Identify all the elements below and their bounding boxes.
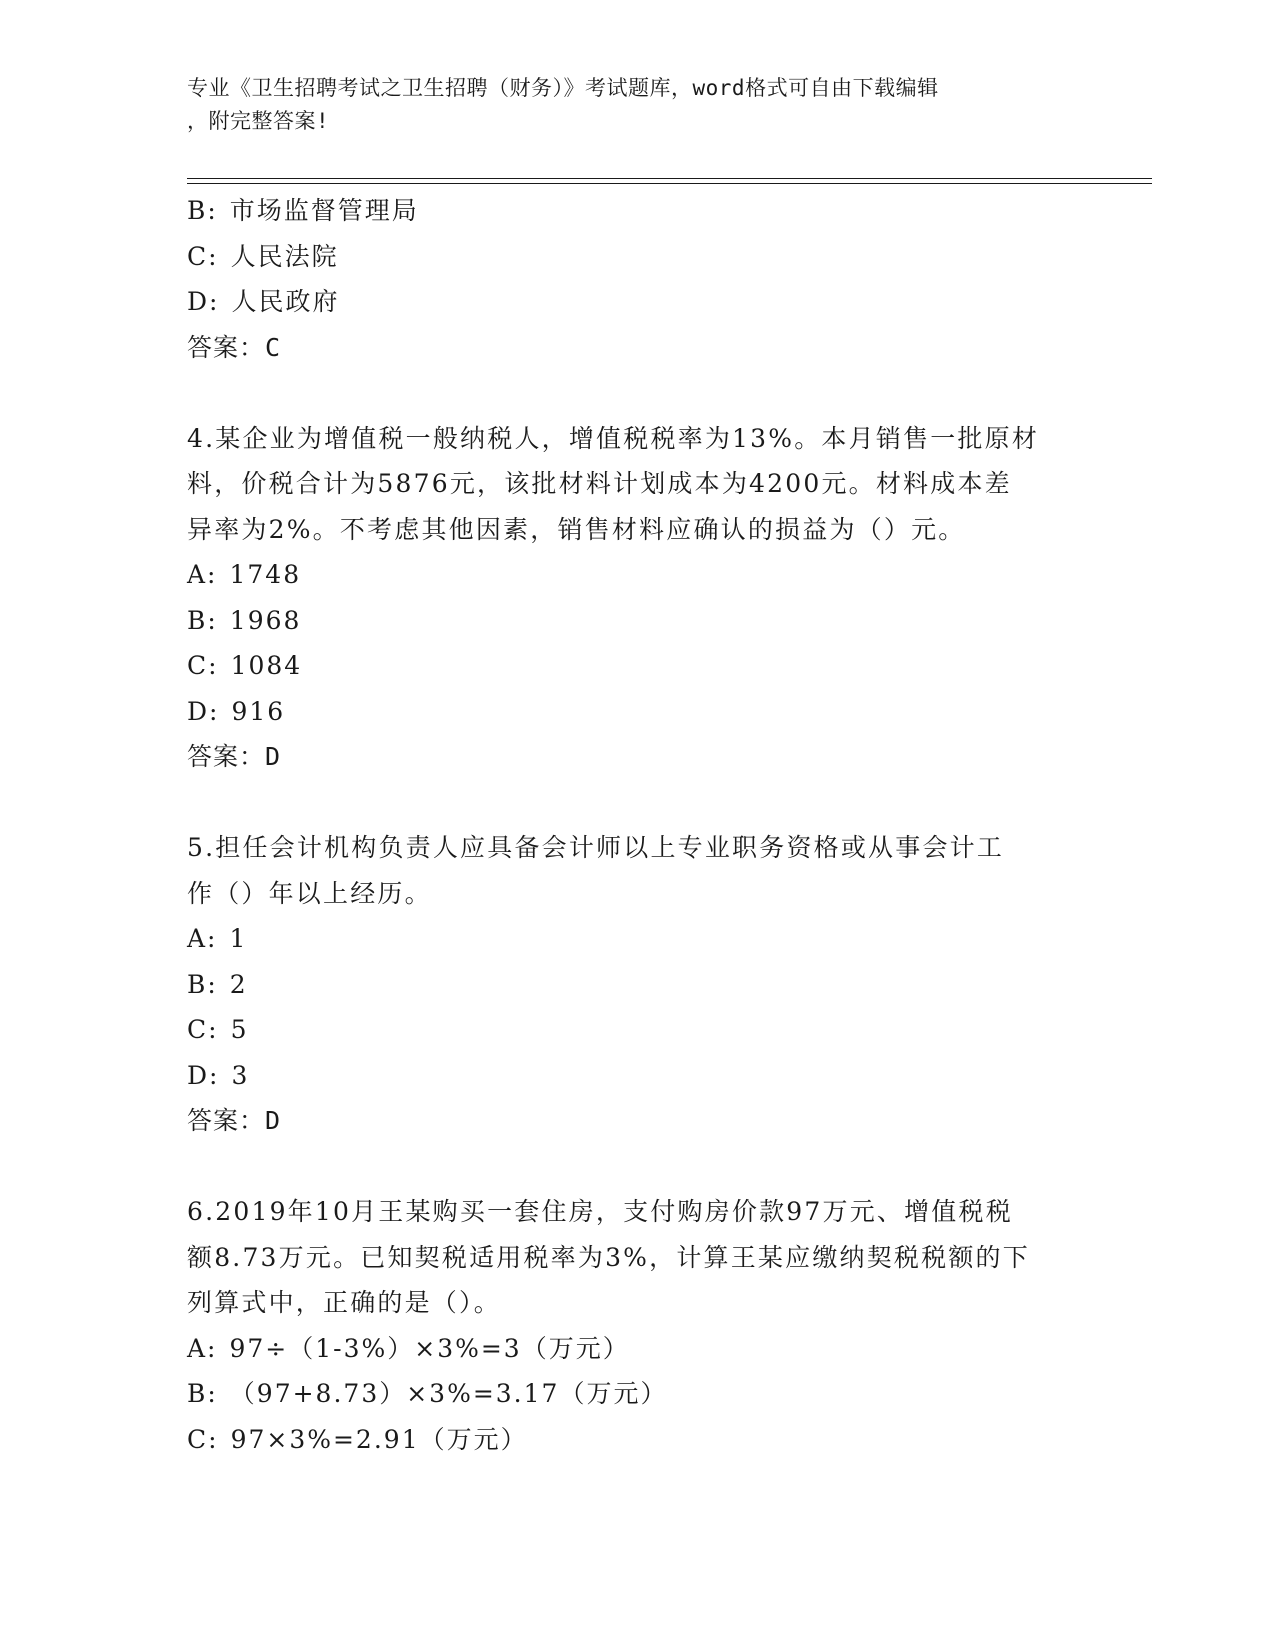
option-b: B: 1968 <box>187 605 302 635</box>
spacer <box>187 370 1087 416</box>
question-stem-line: 料，价税合计为5876元，该批材料计划成本为4200元。材料成本差 <box>187 469 1012 498</box>
option-b: B: （97+8.73）×3%=3.17（万元） <box>187 1379 668 1408</box>
question-stem-line: 额8.73万元。已知契税适用税率为3%，计算王某应缴纳契税税额的下 <box>187 1242 1030 1272</box>
header-divider-bottom <box>187 183 1152 184</box>
answer-line: 答案：D <box>187 1106 282 1135</box>
option-c: C: 1084 <box>187 651 303 680</box>
answer-line: 答案：C <box>187 332 282 362</box>
question-4 <box>187 416 1087 780</box>
option-c: C: 5 <box>187 1015 249 1044</box>
question-stem-line: 5.担任会计机构负责人应具备会计师以上专业职务资格或从事会计工 <box>187 833 1005 862</box>
option-d: D: 3 <box>187 1060 250 1090</box>
option-c: C: 97×3%=2.91（万元） <box>187 1424 528 1454</box>
option-a: A: 1 <box>187 924 248 953</box>
page-header <box>187 72 1087 138</box>
header-line-2: ，附完整答案! <box>187 109 330 133</box>
option-a: A: 1748 <box>187 560 302 589</box>
question-stem-line: 异率为2%。不考虑其他因素，销售材料应确认的损益为（）元。 <box>187 514 966 544</box>
answer-line: 答案：D <box>187 742 282 771</box>
question-stem-line: 4.某企业为增值税一般纳税人，增值税税率为13%。本月销售一批原材 <box>187 423 1040 453</box>
question-6 <box>187 1189 1087 1462</box>
option-c: C: 人民法院 <box>187 241 339 271</box>
question-stem-line: 6.2019年10月王某购买一套住房，支付购房价款97万元、增值税税 <box>187 1197 1013 1226</box>
header-line-1: 专业《卫生招聘考试之卫生招聘（财务）》考试题库，word格式可自由下载编辑 <box>187 76 939 100</box>
question-3-fragment <box>187 188 1087 370</box>
option-b: B: 市场监督管理局 <box>187 196 419 225</box>
question-stem-line: 作（）年以上经历。 <box>187 878 432 908</box>
question-5 <box>187 825 1087 1144</box>
option-b: B: 2 <box>187 969 248 999</box>
option-d: D: 916 <box>187 696 286 726</box>
question-content <box>187 188 1087 1462</box>
option-a: A: 97÷（1-3%）×3%=3（万元） <box>187 1333 630 1363</box>
header-divider-top <box>187 178 1152 179</box>
spacer <box>187 780 1087 826</box>
spacer <box>187 1144 1087 1190</box>
question-stem-line: 列算式中，正确的是（）。 <box>187 1288 501 1317</box>
option-d: D: 人民政府 <box>187 287 340 316</box>
